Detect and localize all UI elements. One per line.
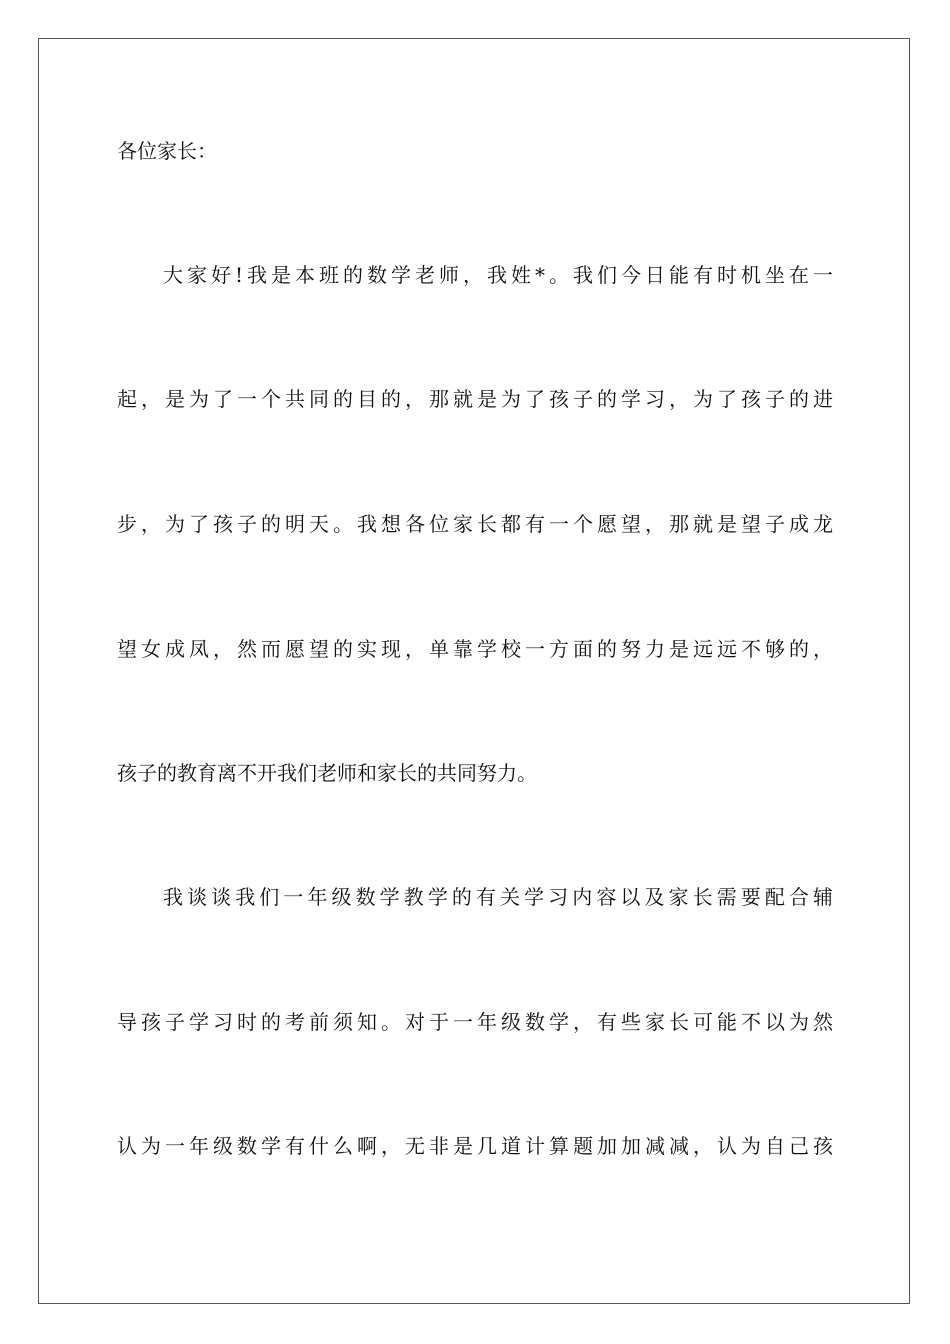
paragraph-line: 起，是为了一个共同的目的，那就是为了孩子的学习，为了孩子的进	[117, 387, 833, 411]
paragraph-line: 导孩子学习时的考前须知。对于一年级数学，有些家长可能不以为然	[117, 1010, 833, 1034]
paragraph-line: 我谈谈我们一年级数学教学的有关学习内容以及家长需要配合辅	[163, 885, 833, 909]
paragraph-line: 孩子的教育离不开我们老师和家长的共同努力。	[117, 761, 537, 785]
paragraph-line: 大家好!我是本班的数学老师，我姓*。我们今日能有时机坐在一	[163, 263, 833, 287]
paragraph-line: 望女成凤，然而愿望的实现，单靠学校一方面的努力是远远不够的，	[117, 637, 833, 661]
greeting: 各位家长：	[117, 139, 217, 163]
page-border	[38, 38, 910, 1304]
paragraph-line: 认为一年级数学有什么啊，无非是几道计算题加加减减，认为自己孩	[117, 1134, 833, 1158]
paragraph-line: 步，为了孩子的明天。我想各位家长都有一个愿望，那就是望子成龙	[117, 512, 833, 536]
